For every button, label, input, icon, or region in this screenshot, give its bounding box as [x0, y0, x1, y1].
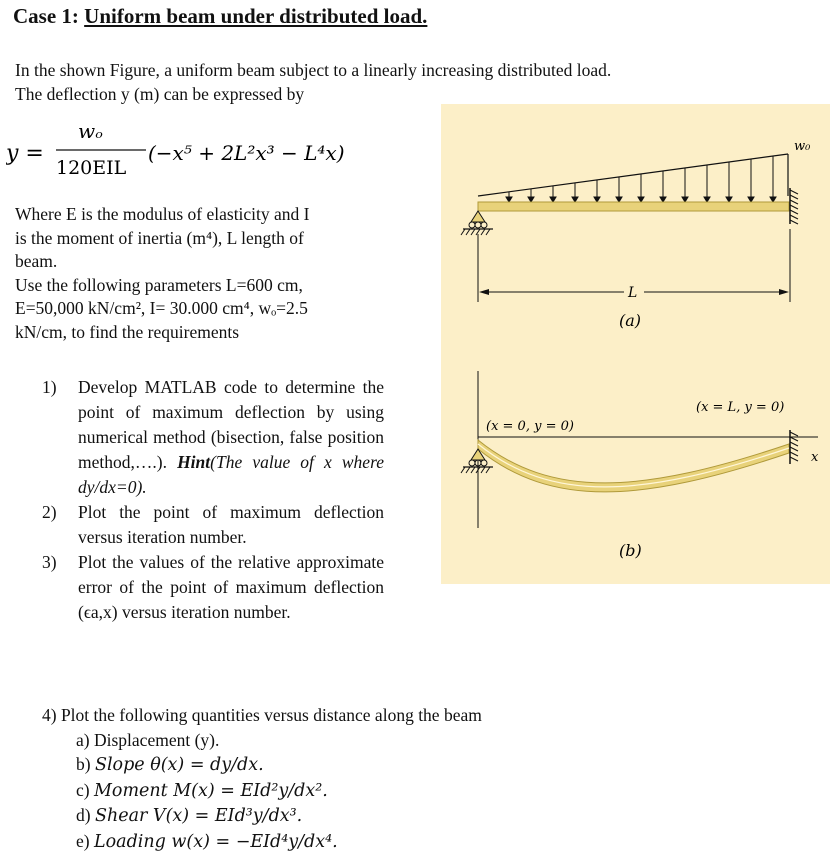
equation-bracket: (−x⁵ + 2L²x³ − L⁴x)	[148, 141, 345, 165]
description-line-3: beam.	[15, 250, 385, 274]
subitem-c: c) Moment M(x) = EId²y/dx².	[42, 778, 482, 804]
description-line-4: Use the following parameters L=600 cm,	[15, 274, 385, 298]
x-axis-label: x	[811, 450, 819, 465]
caption-a: (a)	[619, 311, 641, 330]
requirement-number: 3)	[42, 550, 57, 575]
requirement-number: 2)	[42, 500, 57, 525]
hint-label: Hint	[177, 452, 210, 472]
intro-line-1: In the shown Figure, a uniform beam subject to a linearly increasing distributed load.	[15, 58, 611, 82]
subitem-a: a) Displacement (y).	[42, 728, 482, 753]
requirement-text: Develop MATLAB code to determine the point of maximum deflection by using numerical method (bisection, false position method,….).	[78, 377, 384, 472]
case-title	[13, 4, 427, 29]
load-arrows	[506, 156, 776, 202]
description-line-2: is the moment of inertia (m⁴), L length of	[15, 227, 385, 251]
fixed-support-a	[790, 188, 798, 224]
fixed-support-b	[790, 430, 798, 464]
requirement-2	[42, 500, 384, 550]
equation-numerator: wₒ	[78, 119, 103, 143]
load-label: w₀	[794, 139, 811, 154]
deflection-equation	[6, 118, 396, 188]
intro-line-2: The deflection y (m) can be expressed by	[15, 82, 611, 106]
description-line-5: E=50,000 kN/cm², I= 30.000 cm⁴, wₒ=2.5	[15, 297, 385, 321]
hint-text: (The value of x where dy/dx=0).	[78, 452, 384, 497]
intro-paragraph	[15, 58, 611, 106]
requirement-text: Plot the values of the relative approximate error of the point of maximum deflection (ϵa,x) versus iteration number.	[78, 552, 384, 622]
parameters-paragraph	[15, 203, 385, 344]
length-label: L	[627, 285, 637, 301]
subitem-e: e) Loading w(x) = −EId⁴y/dx⁴.	[42, 829, 482, 854]
dim-arrow-right	[779, 289, 789, 295]
requirements-list	[42, 375, 384, 625]
requirement-text: Plot the following quantities versus distance along the beam	[61, 705, 482, 725]
requirement-3	[42, 550, 384, 625]
description-line-1: Where E is the modulus of elasticity and I	[15, 203, 385, 227]
left-boundary-condition: (x = 0, y = 0)	[486, 419, 574, 434]
equation-denominator: 120EIL	[56, 157, 127, 179]
right-boundary-condition: (x = L, y = 0)	[696, 400, 784, 415]
panel-b	[461, 371, 819, 560]
requirement-1	[42, 375, 384, 500]
subitem-d: d) Shear V(x) = EId³y/dx³.	[42, 803, 482, 829]
requirement-number: 4)	[42, 705, 57, 725]
load-envelope	[478, 154, 788, 196]
subitem-b: b) Slope θ(x) = dy/dx.	[42, 752, 482, 778]
dim-arrow-left	[479, 289, 489, 295]
beam-diagram	[441, 104, 830, 584]
requirement-4	[42, 703, 482, 854]
description-line-6: kN/cm, to find the requirements	[15, 321, 385, 345]
caption-b: (b)	[619, 541, 642, 560]
beam-a	[478, 202, 789, 211]
equation-lhs: y =	[6, 141, 44, 166]
requirement-number: 1)	[42, 375, 57, 400]
case-title-prefix: Case 1:	[13, 4, 79, 28]
case-title-underlined: Uniform beam under distributed load.	[84, 4, 427, 28]
requirement-text: Plot the point of maximum deflection versus iteration number.	[78, 502, 384, 547]
deflected-beam	[478, 440, 789, 492]
panel-a	[461, 139, 811, 330]
pin-support-a	[461, 211, 493, 235]
beam-figure	[441, 104, 830, 584]
